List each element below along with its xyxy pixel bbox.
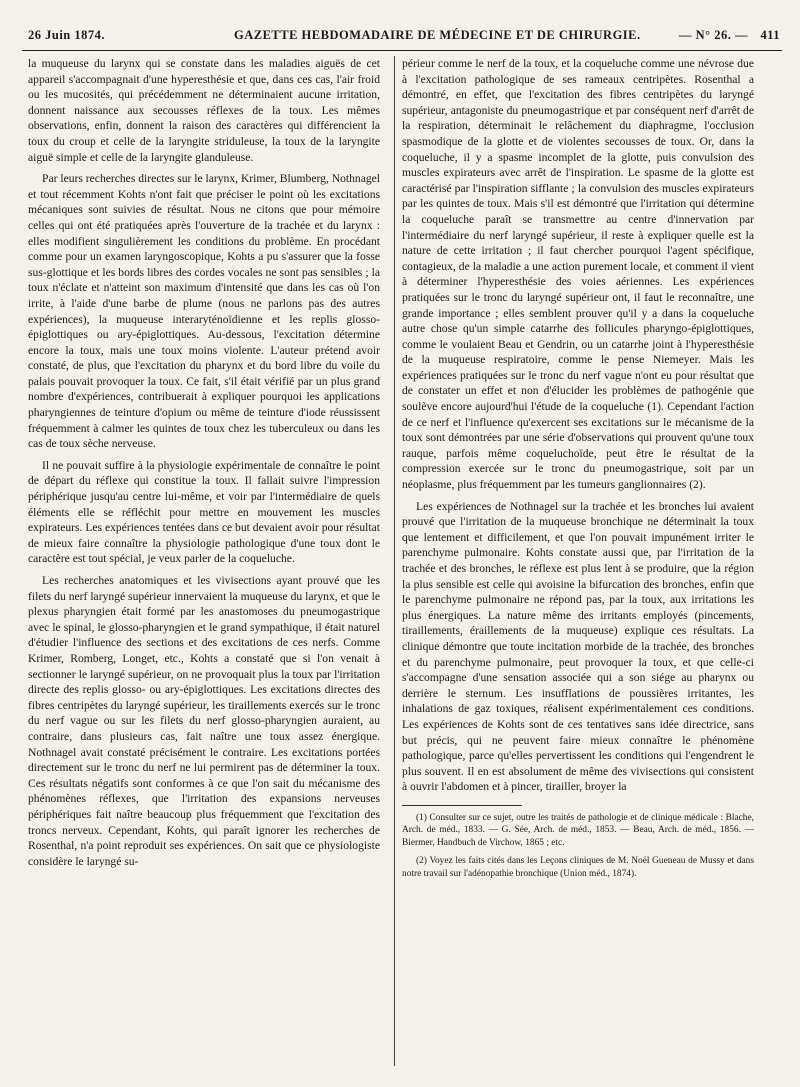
paragraph: Les expériences de Nothnagel sur la trachée et les bronches lui avaient prouvé que l'irritation de la muqueuse bronchique ne déterminait la toux que lentement et difficilement, et que l'on pouvait impunément irriter le parenchyme pulmonaire. Kohts constate aussi que, par l'irritation de la trachée et des bronches, le réflexe est plus lent à se produire, que la région la plus sensible est celle qui avoisine la bifurcation des bronches, enfin que le parenchyme pulmonaire ne répond pas, par la toux, aux irritations les plus énergiques. La nature même des irritants employés (pincements, tiraillements, éraillements de la muqueuse) explique ces résultats. La clinique démontre que toute incitation morbide de la trachée, des bronches et du parenchyme pulmonaire, peut provoquer la toux, et que celle-ci s'accompagne d'une sensation associée qui a son siége au pharynx ou derrière le sternum. Les insufflations de poussières irritantes, les inhalations de gaz toxiques, réalisent expérimentalement ces conditions. Les expériences de Kohts sont de ces tentatives sans idée directrice, sans but précis, qui ne peuvent faire mieux connaître le phénomène pathologique, parce qu'elles pervertissent les conditions qui l'engendrent le plus souvent. Il en est absolument de même des vivisections qui consistent à ouvrir l'abdomen et à pincer, tirailler, broyer la: [402, 499, 754, 794]
footnote: (1) Consulter sur ce sujet, outre les traités de pathologie et de clinique médicale : Blache, Arch. de méd., 1833. — G. Sée, Arch. de méd., 1853. — Beau, Arch. de méd., 1856. — Biermer, Handbuch de Virchow, 1865 ; etc.: [402, 812, 754, 848]
paragraph: Il ne pouvait suffire à la physiologie expérimentale de connaître le point de départ du réflexe qui constitue la toux. Il fallait suivre l'impression périphérique jusqu'au centre lui-même, et voir par l'intermédiaire de quels éléments elle se réfléchit pour mettre en mouvement les muscles expirateurs. Les expériences tentées dans ce but devaient avoir pour résultat de mieux faire connaître la physiologie pathologique d'une toux dont le caractère est tout spécial, je veux parler de la coqueluche.: [28, 458, 380, 566]
page-header: [22, 28, 782, 48]
paragraph: Par leurs recherches directes sur le larynx, Krimer, Blumberg, Nothnagel et tout récemment Kohts n'ont fait que préciser le point où les excitations mécaniques sont suivies de résultat. Nous ne citons que pour mémoire celles qui ont été pratiquées après l'ouverture de la trachée et du larynx : elles modifient singulièrement les conditions du problème. En procédant comme pour un examen laryngoscopique, Kohts a pu s'assurer que la fosse sus-glottique et les bords libres des cordes vocales ne sont pas sensibles ; la toux n'éclate et n'atteint son maximum d'intensité que dans les cas où l'on irrite, à l'aide d'une barbe de plume (nous ne parlons pas des autres expériences), la muqueuse interaryténoïdienne et les replis glosso-épiglottiques ou ary-épiglottiques. Au-dessous, l'excitation détermine encore la toux, mais une toux moins violente. L'auteur prétend avoir constaté, de plus, que l'excitation du pharynx et du bord libre du voile du palais pouvait provoquer la toux. Ce fait, s'il était vérifié par un plus grand nombre d'expériences, contribuerait à expliquer pourquoi les applications pharyngiennes de teinture d'opium ou même de teinture d'iode réussissent fréquemment à calmer les quintes de toux chez les tuberculeux ou dans les cas de toux sèche nerveuse.: [28, 172, 381, 451]
page-number: 411: [760, 28, 780, 42]
paragraph: la muqueuse du larynx qui se constate dans les maladies aiguës de cet appareil s'accompagnait d'une hyperesthésie et que, dans ces cas, l'air froid ou les mucosités, qui précédemment ne déterminaient aucune irritation, donnent naissance aux secousses réflexes de la toux. Les mêmes observations, enfin, donnent la raison des caractères qui différencient la toux du croup et celle de la laryngite striduleuse, la toux de la laryngite aiguë simple et celle de la laryngite glanduleuse.: [28, 57, 380, 164]
paragraph: Les recherches anatomiques et les vivisections ayant prouvé que les filets du nerf laryngé supérieur innervaient la muqueuse du larynx, et que le plexus pharyngien était formé par les anastomoses du pneumogastrique avec le spinal, le glosso-pharyngien et le grand sympathique, il était naturel d'étudier l'influence des sections et des excitations de ces nerfs. Comme Krimer, Romberg, Longet, etc., Kohts a constaté que si l'on venait à sectionner le laryngé supérieur, on ne provoquait plus la toux par l'irritation directe des replis glosso- ou ary-épiglottiques. Les excitations directes des fibres centripètes du laryngé supérieur, les tiraillements exercés sur le tronc du nerf vague ou sur les filets du nerf glosso-pharyngien auraient, au contraire, dans plusieurs cas, fait naître une toux assez énergique. Nothnagel avait constaté précisément le contraire. Les excitations portées directement sur le tronc du nerf ne lui permirent pas de déterminer la toux. Ces résultats négatifs sont conformes à ce que l'on sait du mécanisme des phénomènes réflexes, que l'irritation des expansions nerveuses périphériques fait naître beaucoup plus fréquemment que l'excitation des troncs nerveux. Cependant, Kohts, qui paraît ignorer les recherches de Rosenthal, n'a point reproduit ses expériences. On sait que ce physiologiste considère le laryngé su-: [28, 574, 380, 868]
issue-date: 26 Juin 1874.: [28, 28, 106, 42]
right-column: [402, 56, 754, 886]
issue-number: — N° 26. —: [678, 28, 748, 42]
paragraph: périeur comme le nerf de la toux, et la coqueluche comme une névrose due à l'excitation pathologique de ses rameaux centripètes. Rosenthal a démontré, en effet, que l'excitation des fibres centripètes du laryngé supérieur, antagoniste du pneumogastrique et par conséquent nerf d'arrêt de la respiration, déterminait le relâchement du diaphragme, l'occlusion spasmodique de la glotte et de violentes secousses de toux. Or, dans la coqueluche, il y a spasme incomplet de la glotte, puis convulsion des muscles expirateurs avec arrêt de l'inspiration. Le spasme de la glotte est caractérisé par l'inspiration sifflante ; la convulsion des muscles expirateurs par les quintes de toux. Mais s'il est démontré que l'irritation qui détermine la coqueluche paraît se transmettre au centre d'innervation par l'intermédiaire du nerf laryngé supérieur, il reste à expliquer quelle est la nature de cette irritation ; il faut chercher pourquoi l'agent spécifique, contagieux, de la maladie a une action purement locale, et comment il vient à déterminer l'hyperesthésie des voies aériennes. Les expériences pratiquées sur le tronc du laryngé supérieur ont, il faut le reconnaître, une grande importance ; elles semblent prouver qu'il y a dans la coqueluche autre chose qu'un simple catarrhe des follicules pharyngo-épiglottiques, comme le voulaient Beau et Gendrin, ou un catarrhe joint à l'hyperesthésie de la muqueuse respiratoire, comme le pense Niemeyer. Mais les expériences pratiquées sur le tronc du nerf vague n'ont eu pour résultat que de constater un effet et non d'élucider les problèmes de pathogénie que soulève encore aujourd'hui l'étude de la coqueluche (1). Cependant l'action de ce nerf et l'influence qu'exercent ses excitations sur le mécanisme de la toux sont démontrées par une série d'observations qui prouvent qu'une toux rauque, parfois même coqueluchoïde, peut être le résultat de la compression exercée sur le tronc du pneumogastrique, soit par un néoplasme, plus fréquemment par les tumeurs ganglionnaires (2).: [402, 57, 754, 492]
newspaper-page: [22, 0, 782, 1087]
column-divider: [394, 56, 395, 1066]
footnote: (2) Voyez les faits cités dans les Leçons cliniques de M. Noël Gueneau de Mussy et dans notre travail sur l'adénopathie bronchique (Union méd., 1874).: [402, 856, 754, 879]
journal-title: GAZETTE HEBDOMADAIRE DE MÉDECINE ET DE CHIRURGIE.: [234, 28, 641, 42]
left-column: [28, 56, 380, 875]
footnote-rule: [402, 805, 522, 806]
header-rule: [22, 50, 782, 51]
